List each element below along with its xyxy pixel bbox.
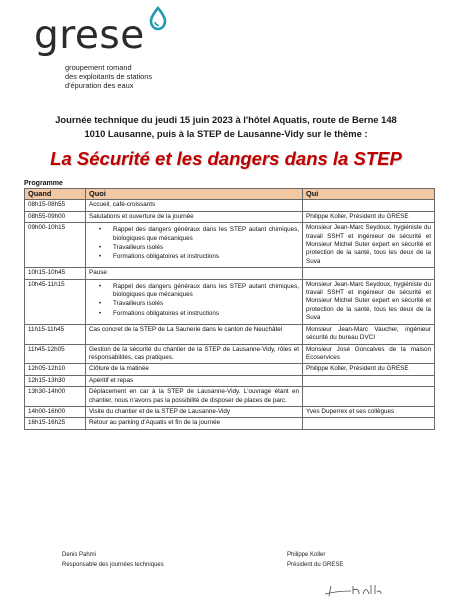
row-activity: Apéritif et repas (86, 375, 303, 386)
row-time: 12h15-13h30 (25, 375, 86, 386)
row-speaker (303, 268, 435, 279)
row-speaker (303, 387, 435, 407)
row-speaker: Monsieur Jean-Marc Seydoux, hygiéniste du travail SSHT et ingénieur de sécurité et Monsieur Michel Suter expert en sécurité et protection de la santé, tous les deux de la Suva (303, 279, 435, 324)
row-time: 14h00-16h00 (25, 406, 86, 417)
row-activity (86, 223, 303, 268)
water-drop-icon (147, 6, 169, 32)
table-row (25, 324, 435, 344)
row-time: 08h55-09h00 (25, 211, 86, 222)
signatory-role: Responsable des journées techniques (62, 561, 164, 568)
column-header-quoi: Quoi (86, 189, 303, 200)
row-activity: Salutations et ouverture de la journée (86, 211, 303, 222)
logo-subtitle (65, 63, 152, 90)
bullet-item: • Travailleurs isolés (99, 244, 299, 252)
logo-subtitle-line: d'épuration des eaux (65, 81, 134, 90)
table-row (25, 223, 435, 268)
grese-logo (34, 6, 234, 98)
table-row (25, 268, 435, 279)
table-row (25, 200, 435, 211)
logo-wordmark: grese (34, 13, 145, 58)
row-time: 09h00-10h15 (25, 223, 86, 268)
signature-block-right (287, 551, 343, 570)
row-activity (86, 279, 303, 324)
row-activity: Visite du chantier et de la STEP de Lausanne-Vidy (86, 406, 303, 417)
table-row (25, 375, 435, 386)
signature-block-left (62, 551, 164, 570)
row-activity: Retour au parking d'Aquatis et fin de la journée (86, 418, 303, 429)
table-row (25, 418, 435, 429)
signatory-role: Président du GRESE (287, 561, 344, 568)
column-header-qui: Qui (303, 189, 435, 200)
row-activity: Pause (86, 268, 303, 279)
row-activity: Clôture de la matinée (86, 364, 303, 375)
row-speaker (303, 418, 435, 429)
row-speaker: Monsieur Jean-Marc Seydoux, hygiéniste du travail SSHT et ingénieur de sécurité et Monsieur Michel Suter expert en sécurité et protection de la santé, tous les deux de la Suva (303, 223, 435, 268)
event-heading-line2: 1010 Lausanne, puis à la STEP de Lausanne-Vidy sur le thème : (84, 128, 368, 139)
bullet-item: • Rappel des dangers généraux dans les STEP autant chimiques, biologiques que mécaniques (99, 283, 299, 300)
bullet-list (89, 224, 299, 262)
row-speaker (303, 200, 435, 211)
handwritten-signature (323, 582, 383, 598)
row-time: 13h30-14h00 (25, 387, 86, 407)
bullet-item: • Rappel des dangers généraux dans les STEP autant chimiques, biologiques que mécaniques (99, 226, 299, 243)
table-row (25, 279, 435, 324)
bullet-item: • Formations obligatoires et instructions (99, 310, 299, 318)
row-speaker: Philippe Koller, Président du GRESE (303, 364, 435, 375)
row-time: 08h15-08h55 (25, 200, 86, 211)
event-title: La Sécurité et les dangers dans la STEP (50, 148, 402, 169)
row-time: 12h05-12h10 (25, 364, 86, 375)
row-time: 11h45-12h05 (25, 344, 86, 364)
event-heading-line1: Journée technique du jeudi 15 juin 2023 à l'hôtel Aquatis, route de Berne 148 (55, 114, 397, 125)
row-time: 16h15-16h25 (25, 418, 86, 429)
row-time: 11h15-11h45 (25, 324, 86, 344)
row-speaker: Yves Duperrex et ses collègues (303, 406, 435, 417)
bullet-list (89, 281, 299, 319)
row-speaker: Monsieur José Goncalves de la maison Ecoservices (303, 344, 435, 364)
bullet-item: • Travailleurs isolés (99, 300, 299, 308)
table-row (25, 344, 435, 364)
bullet-item: • Formations obligatoires et instructions (99, 253, 299, 261)
row-speaker: Monsieur Jean-Marc Vaucher, ingénieur sécurité du bureau DVCI (303, 324, 435, 344)
logo-subtitle-line: groupement romand (65, 63, 132, 72)
row-activity: Déplacement en car à la STEP de Lausanne-Vidy. L'ouvrage étant en chantier, nous n'avons pas la possibilité de disposer de places de parc. (86, 387, 303, 407)
table-row (25, 364, 435, 375)
row-speaker: Philippe Koller, Président du GRESE (303, 211, 435, 222)
signatory-name: Philippe Koller (287, 552, 326, 558)
signatory-name: Denis Pahmi (62, 552, 97, 558)
table-row (25, 211, 435, 222)
table-header-row (25, 189, 435, 200)
logo-subtitle-line: des exploitants de stations (65, 72, 153, 81)
table-row (25, 387, 435, 407)
row-time: 10h15-10h45 (25, 268, 86, 279)
programme-table (24, 188, 435, 430)
column-header-quand: Quand (25, 189, 86, 200)
row-activity: Gestion de la sécurité du chantier de la STEP de Lausanne-Vidy, rôles et responsabilités, cas pratiques. (86, 344, 303, 364)
row-time: 10h45-11h15 (25, 279, 86, 324)
row-activity: Cas concret de la STEP de La Saunerie dans le canton de Neuchâtel (86, 324, 303, 344)
table-row (25, 406, 435, 417)
row-speaker (303, 375, 435, 386)
row-activity: Accueil, café-croissants (86, 200, 303, 211)
programme-label: Programme (24, 180, 63, 187)
